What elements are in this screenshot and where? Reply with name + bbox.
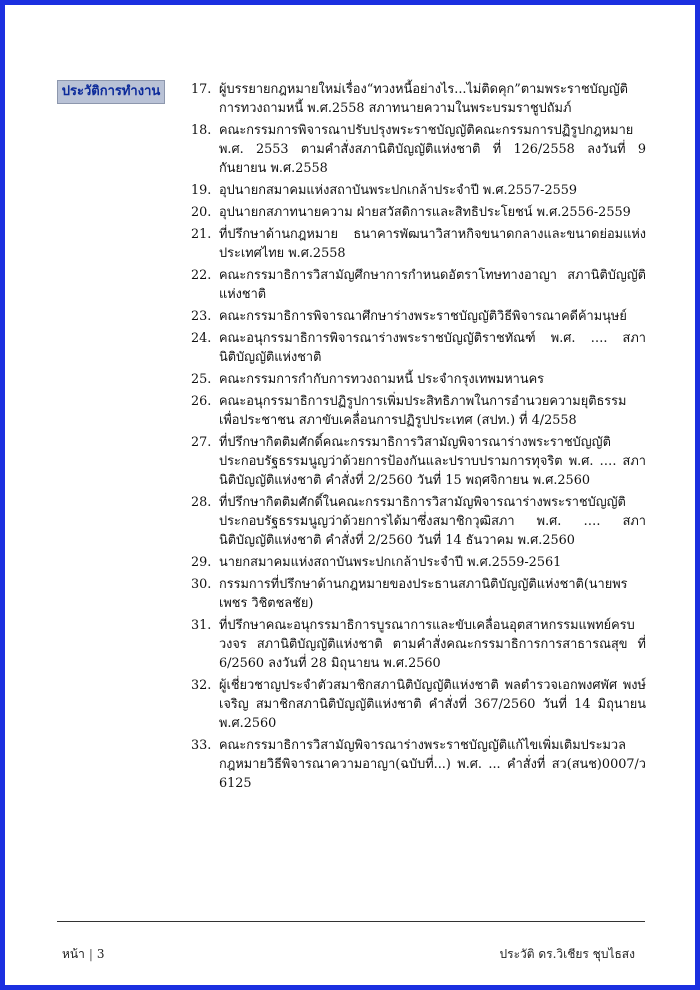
list-item <box>191 575 646 613</box>
item-number: 31. <box>191 618 212 633</box>
item-text: อุปนายกสมาคมแห่งสถาบันพระปกเกล้าประจำปี พ.ศ.2557-2559 <box>219 183 578 198</box>
list-item <box>191 329 646 367</box>
item-text: คณะอนุกรรมาธิการปฏิรูปการเพิ่มประสิทธิภาพในการอำนวยความยุติธรรมเพื่อประชาชน สภาขับเคลื่อนการปฏิรูปประเทศ (สปท.) ที่ 4/2558 <box>219 394 627 428</box>
item-number: 22. <box>191 268 212 283</box>
list-item <box>191 80 646 118</box>
list-item <box>191 736 646 793</box>
item-text: กรรมการที่ปรึกษาด้านกฎหมายของประธานสภานิติบัญญัติแห่งชาติ(นายพรเพชร วิชิตชลชัย) <box>219 577 628 611</box>
item-number: 26. <box>191 394 212 409</box>
item-number: 17. <box>191 82 212 97</box>
item-text: ที่ปรึกษาด้านกฎหมาย ธนาคารพัฒนาวิสาหกิจขนาดกลางและขนาดย่อมแห่งประเทศไทย พ.ศ.2558 <box>219 227 646 261</box>
list-item <box>191 370 646 389</box>
footer-separator: | <box>88 947 93 961</box>
page-number: 3 <box>96 947 105 961</box>
item-number: 18. <box>191 123 212 138</box>
page-number-footer <box>62 945 105 964</box>
item-text: คณะอนุกรรมาธิการพิจารณาร่างพระราชบัญญัติราชทัณฑ์ พ.ศ. …. สภานิติบัญญัติแห่งชาติ <box>219 331 646 365</box>
list-item <box>191 616 646 673</box>
item-number: 30. <box>191 577 212 592</box>
footer-divider <box>57 921 645 922</box>
item-number: 24. <box>191 331 212 346</box>
list-item <box>191 181 646 200</box>
list-item <box>191 433 646 490</box>
footer-document-title: ประวัติ ดร.วิเชียร ชุบไธสง <box>499 947 635 961</box>
list-item <box>191 307 646 326</box>
item-text: ที่ปรึกษากิตติมศักดิ์คณะกรรมาธิการวิสามัญพิจารณาร่างพระราชบัญญัติประกอบรัฐธรรมนูญว่าด้วยการป้องกันและปราบปรามการทุจริต พ.ศ. …. สภานิติบัญญัติแห่งชาติ คำสั่งที่ 2/2560 วันที่ 15 พฤศจิกายน พ.ศ.2560 <box>219 435 646 488</box>
item-text: อุปนายกสภาทนายความ ฝ่ายสวัสดิการและสิทธิประโยชน์ พ.ศ.2556-2559 <box>219 205 631 220</box>
item-number: 27. <box>191 435 212 450</box>
item-text: คณะกรรมาธิการวิสามัญพิจารณาร่างพระราชบัญญัติแก้ไขเพิ่มเติมประมวลกฎหมายวิธีพิจารณาความอาญา(ฉบับที่...) พ.ศ. ... คำสั่งที่ สว(สนช)0007/ว 6125 <box>219 738 646 791</box>
item-text: คณะกรรมการกำกับการทวงถามหนี้ ประจำกรุงเทพมหานคร <box>219 372 545 387</box>
list-item <box>191 121 646 178</box>
item-number: 19. <box>191 183 212 198</box>
item-text: ผู้เชี่ยวชาญประจำตัวสมาชิกสภานิติบัญญัติแห่งชาติ พลตำรวจเอกพงศพัศ พงษ์เจริญ สมาชิกสภานิติบัญญัติแห่งชาติ คำสั่งที่ 367/2560 วันที่ 14 มิถุนายน พ.ศ.2560 <box>219 678 646 731</box>
item-number: 21. <box>191 227 212 242</box>
item-number: 25. <box>191 372 212 387</box>
item-text: นายกสมาคมแห่งสถาบันพระปกเกล้าประจำปี พ.ศ.2559-2561 <box>219 555 562 570</box>
item-text: ผู้บรรยายกฎหมายใหม่เรื่อง“ทวงหนี้อย่างไร...ไม่ติดคุก”ตามพระราชบัญญัติการทวงถามหนี้ พ.ศ.2558 สภาทนายความในพระบรมราชูปถัมภ์ <box>219 82 628 116</box>
item-text: ที่ปรึกษาคณะอนุกรรมาธิการบูรณาการและขับเคลื่อนอุตสาหกรรมแพทย์ครบวงจร สภานิติบัญญัติแห่งชาติ ตามคำสั่งคณะกรรมาธิการการสาธารณสุข ที่ 6/2560 ลงวันที่ 28 มิถุนายน พ.ศ.2560 <box>219 618 646 671</box>
item-text: ที่ปรึกษากิตติมศักดิ์ในคณะกรรมาธิการวิสามัญพิจารณาร่างพระราชบัญญัติประกอบรัฐธรรมนูญว่าด้วยการได้มาซึ่งสมาชิกวุฒิสภา พ.ศ. …. สภานิติบัญญัติแห่งชาติ คำสั่งที่ 2/2560 วันที่ 14 ธันวาคม พ.ศ.2560 <box>219 495 646 548</box>
list-item <box>191 553 646 572</box>
list-item <box>191 203 646 222</box>
item-number: 29. <box>191 555 212 570</box>
work-history-list <box>191 80 646 796</box>
list-item <box>191 493 646 550</box>
item-number: 28. <box>191 495 212 510</box>
section-title: ประวัติการทำงาน <box>57 80 165 104</box>
list-item <box>191 676 646 733</box>
item-text: คณะกรรมาธิการพิจารณาศึกษาร่างพระราชบัญญัติวิธีพิจารณาคดีค้ามนุษย์ <box>219 309 627 324</box>
item-number: 32. <box>191 678 212 693</box>
list-item <box>191 266 646 304</box>
item-text: คณะกรรมการพิจารณาปรับปรุงพระราชบัญญัติคณะกรรมการปฏิรูปกฎหมาย พ.ศ. 2553 ตามคำสั่งสภานิติบัญญัติแห่งชาติ ที่ 126/2558 ลงวันที่ 9 กันยายน พ.ศ.2558 <box>219 123 646 176</box>
list-item <box>191 392 646 430</box>
list-item <box>191 225 646 263</box>
item-number: 33. <box>191 738 212 753</box>
item-text: คณะกรรมาธิการวิสามัญศึกษาการกำหนดอัตราโทษทางอาญา สภานิติบัญญัติแห่งชาติ <box>219 268 646 302</box>
item-number: 20. <box>191 205 212 220</box>
page-label: หน้า <box>62 947 85 961</box>
item-number: 23. <box>191 309 212 324</box>
